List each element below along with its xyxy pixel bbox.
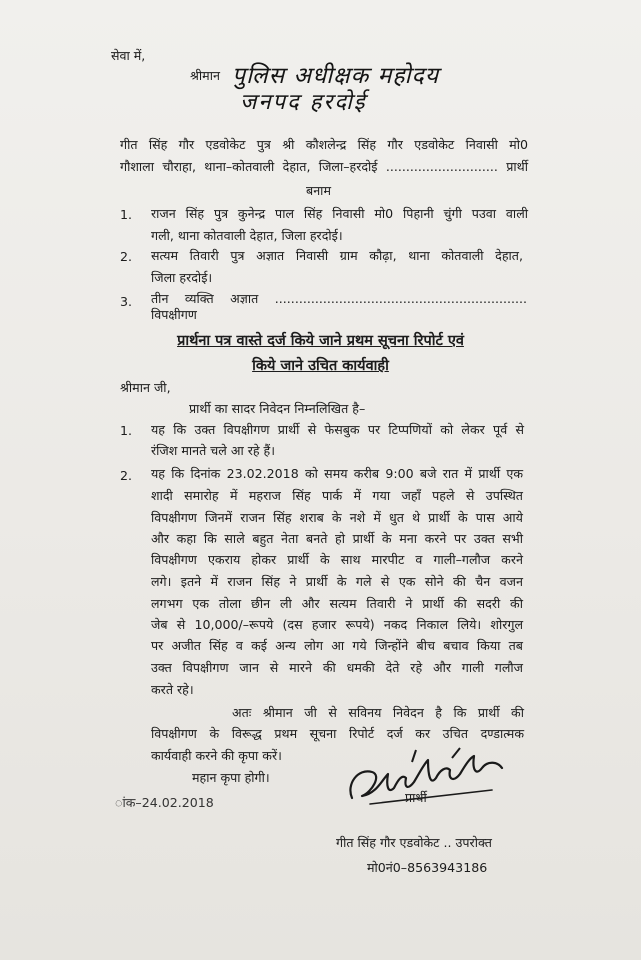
handwritten-addressee-line2: जनपद हरदोई bbox=[240, 90, 367, 115]
point-line: पर अजीत सिंह व कई अन्य लोग आ गये जिन्होंने बीच बचाव किया तब bbox=[151, 638, 523, 653]
respondent-line: तीन व्यक्ति अज्ञात ............................................................... विपक्षीगण bbox=[151, 291, 527, 322]
point-line: शादी समारोह में महराज सिंह पार्क में गया जहाँ पहले से उपस्थित bbox=[151, 488, 523, 503]
point-line: लगे। इतने में राजन सिंह ने प्रार्थी के गले से एक सोने की चैन वजन bbox=[151, 574, 523, 589]
complainant-mobile: मो0नं0–8563943186 bbox=[367, 860, 488, 875]
closing-line: अतः श्रीमान जी से सविनय निवेदन है कि प्रार्थी की bbox=[232, 705, 524, 720]
point-line: जेब से 10,000/–रूपये (दस हजार रूपये) नकद निकाल लिये। शोरगुल bbox=[151, 617, 523, 632]
respondent-line: राजन सिंह पुत्र कुनेन्द्र पाल सिंह निवासी मो0 पिहानी चुंगी पउवा वाली bbox=[151, 206, 528, 221]
complainant-line2: गौशाला चौराहा, थाना–कोतवाली देहात, जिला–हरदोई ............................ प्रार्थी bbox=[120, 159, 528, 174]
point-line: करते रहे। bbox=[151, 682, 194, 697]
closing-line: विपक्षीगण के विरूद्ध प्रथम सूचना रिपोर्ट दर्ज कर उचित दण्डात्मक bbox=[151, 726, 524, 741]
intro-text: प्रार्थी का सादर निवेदन निम्नलिखित है– bbox=[189, 401, 366, 416]
handwritten-signature bbox=[342, 744, 522, 814]
application-title-line2: किये जाने उचित कार्यवाही bbox=[252, 358, 389, 374]
closing-thanks: महान कृपा होगी। bbox=[192, 770, 270, 785]
point-line: यह कि दिनांक 23.02.2018 को समय करीब 9:00 बजे रात में प्रार्थी एक bbox=[151, 466, 523, 481]
addressee-prefix: श्रीमान bbox=[190, 68, 220, 83]
complainant-signature-name: गीत सिंह गौर एडवोकेट .. उपरोक्त bbox=[336, 835, 492, 850]
point-number: 2. bbox=[120, 468, 133, 483]
complainant-line1: गीत सिंह गौर एडवोकेट पुत्र श्री कौशलेन्द्र सिंह गौर एडवोकेट निवासी मो0 bbox=[120, 137, 528, 152]
signature-label: प्रार्थी bbox=[405, 790, 427, 805]
point-line: विपक्षीगण जिनमें राजन सिंह शराब के नशे में धुत थे प्रार्थी के पास आये bbox=[151, 510, 523, 525]
salutation: सेवा में, bbox=[111, 48, 146, 63]
respondent-number: 3. bbox=[120, 294, 133, 309]
application-title-line1: प्रार्थना पत्र वास्ते दर्ज किये जाने प्रथम सूचना रिपोर्ट एवं bbox=[177, 333, 464, 349]
respondent-line: सत्यम तिवारी पुत्र अज्ञात निवासी ग्राम कौढ़ा, थाना कोतवाली देहात, bbox=[151, 248, 523, 263]
handwritten-addressee-line1: पुलिस अधीक्षक महोदय bbox=[232, 63, 440, 89]
respondent-line: गली, थाना कोतवाली देहात, जिला हरदोई। bbox=[151, 228, 343, 243]
point-line: और कहा कि साले बहुत नेता बनते हो प्रार्थी के मना करने पर उक्त सभी bbox=[151, 531, 523, 546]
application-date: ांक–24.02.2018 bbox=[115, 795, 214, 810]
point-line: यह कि उक्त विपक्षीगण प्रार्थी से फेसबुक पर टिप्पणियों को लेकर पूर्व से bbox=[151, 422, 524, 437]
respondent-line: जिला हरदोई। bbox=[151, 270, 213, 285]
closing-line: कार्यवाही करने की कृपा करें। bbox=[151, 748, 282, 763]
point-line: लगभग एक तोला छीन ली और सत्यम तिवारी ने प्रार्थी की सदरी की bbox=[151, 596, 523, 611]
point-line: रंजिश मानते चले आ रहे हैं। bbox=[151, 443, 276, 458]
greeting: श्रीमान जी, bbox=[120, 380, 171, 395]
point-line: उक्त विपक्षीगण जान से मारने की धमकी देते रहे और गाली गलौज bbox=[151, 660, 523, 675]
respondent-number: 1. bbox=[120, 207, 133, 222]
respondent-number: 2. bbox=[120, 249, 133, 264]
point-number: 1. bbox=[120, 423, 133, 438]
point-line: विपक्षीगण एकराय होकर प्रार्थी के साथ मारपीट व गाली–गलौज करने bbox=[151, 552, 523, 567]
versus-label: बनाम bbox=[306, 183, 331, 198]
